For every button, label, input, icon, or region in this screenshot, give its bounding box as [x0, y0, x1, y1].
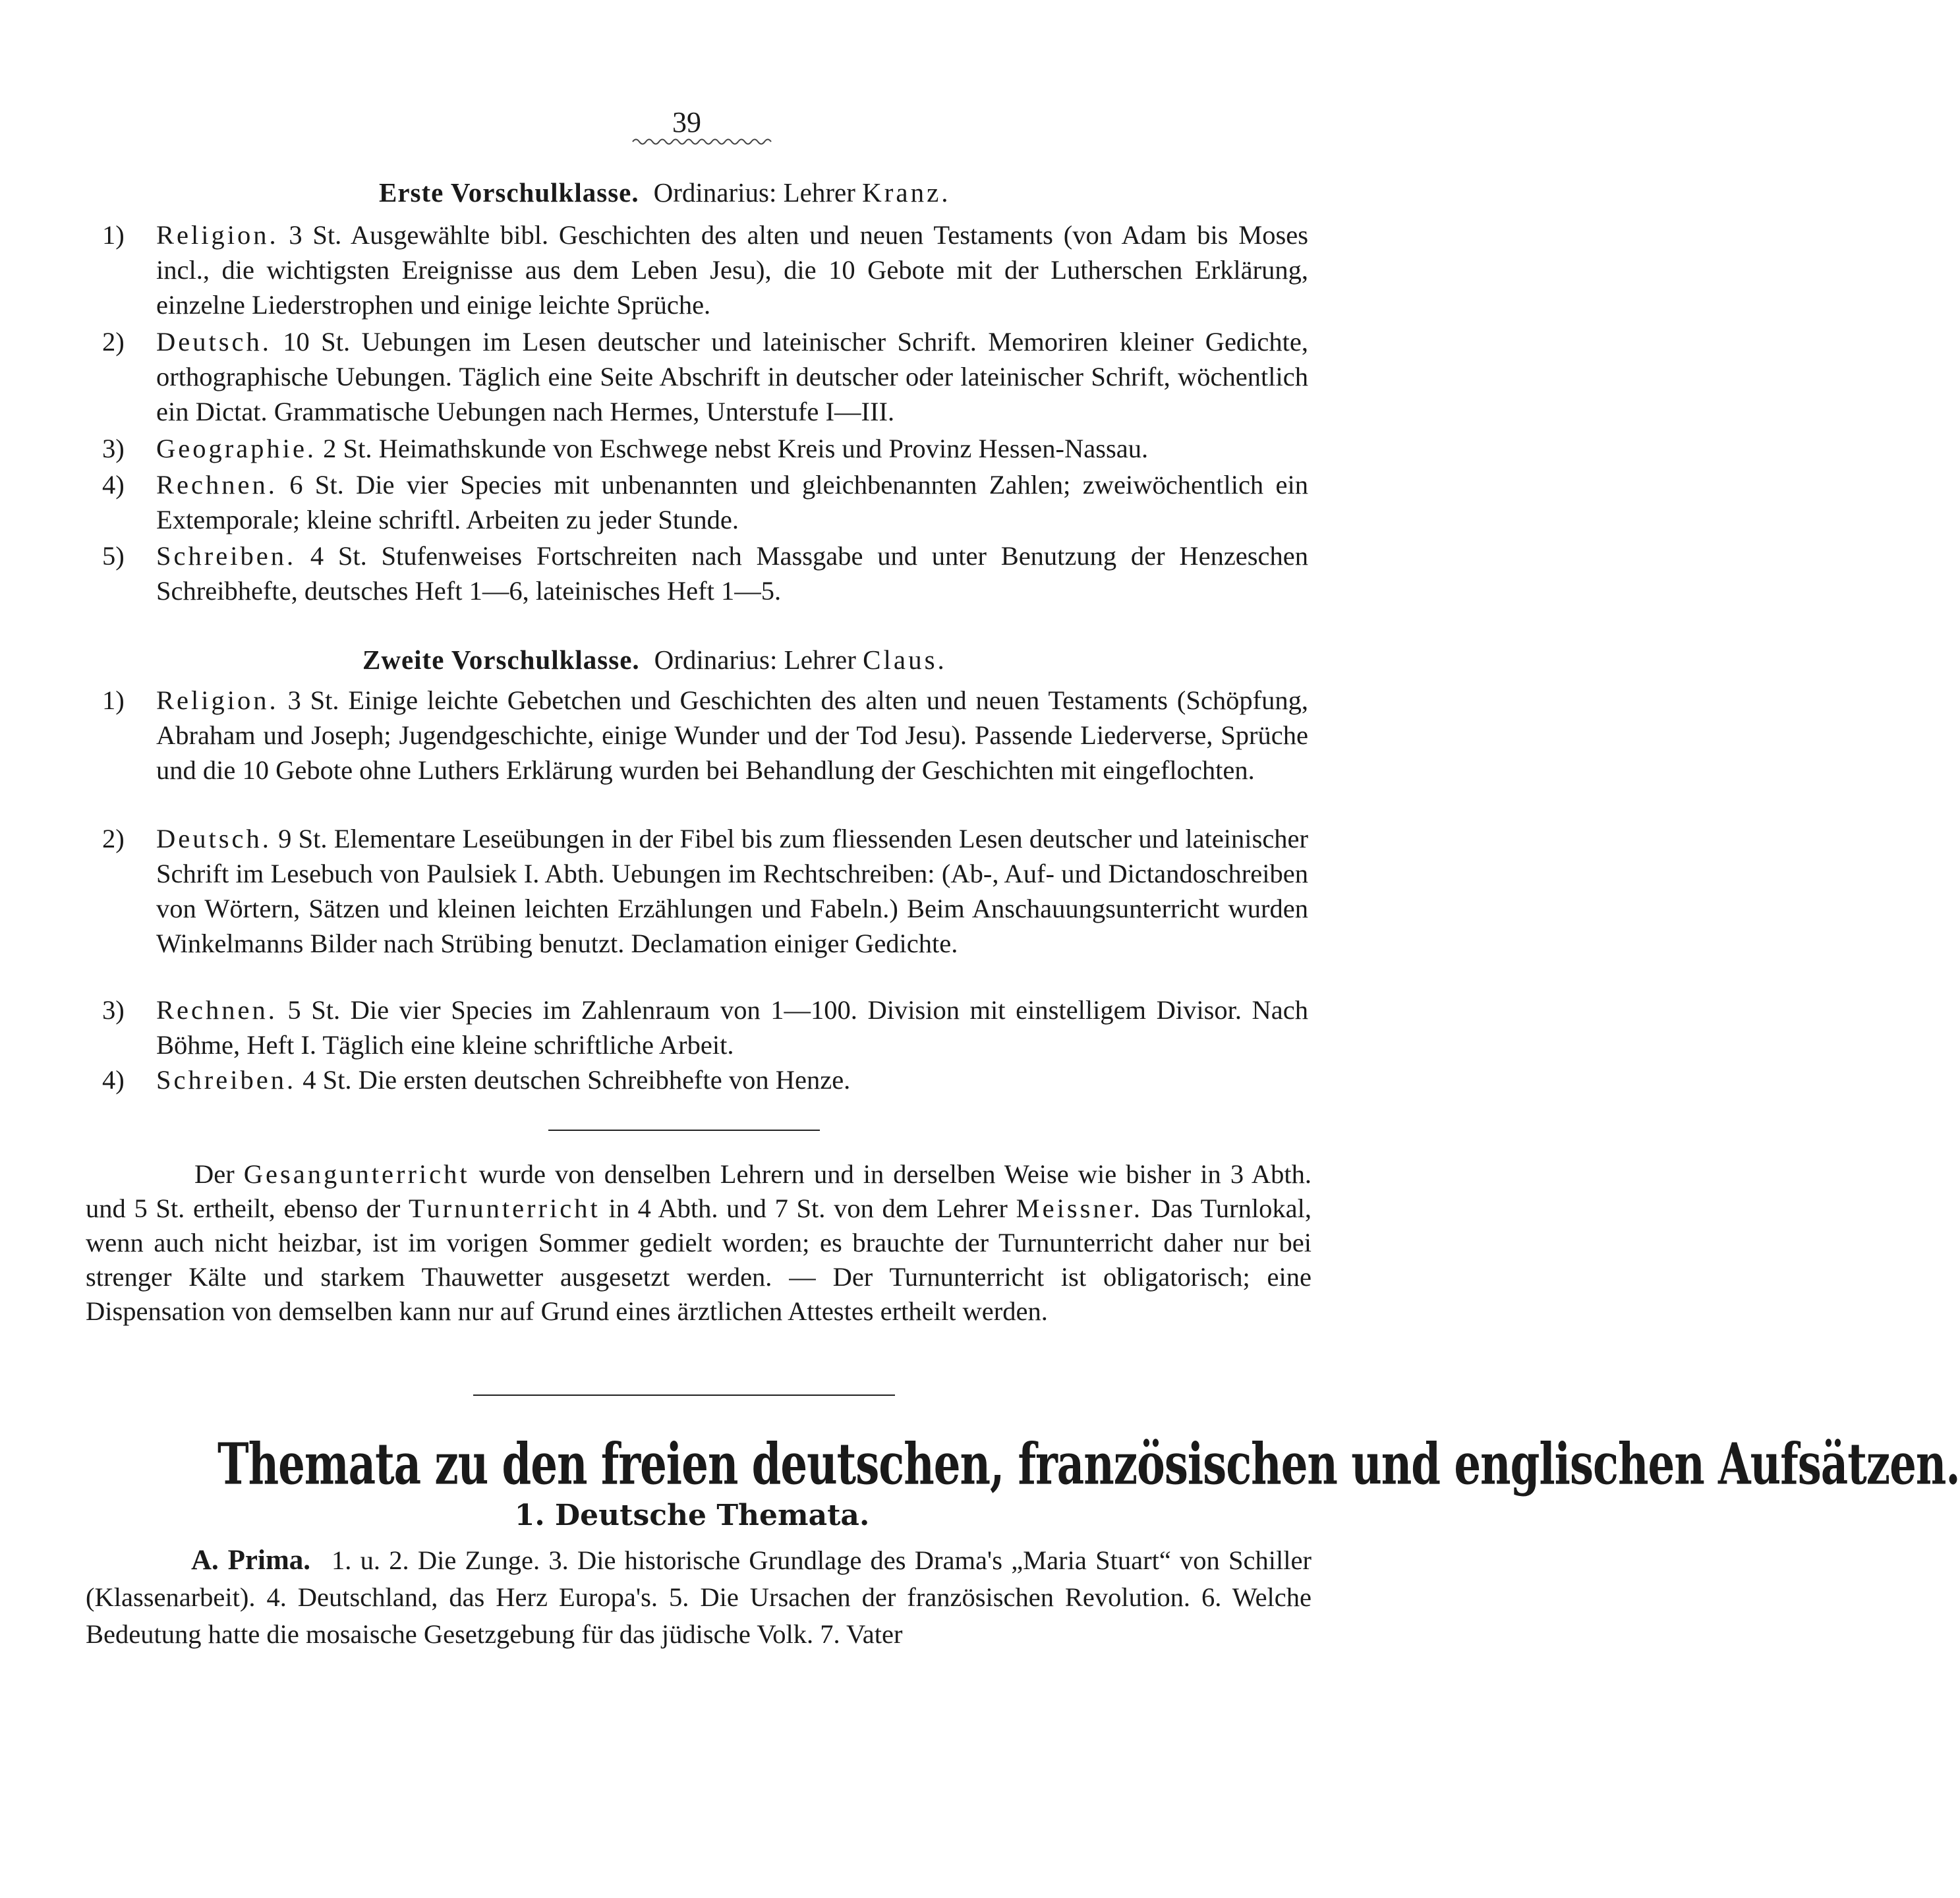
item-subject: Geographie.	[156, 434, 317, 463]
item-number: 4)	[102, 1065, 125, 1095]
lesson-item	[102, 683, 1308, 788]
item-number: 4)	[102, 470, 125, 500]
paragraph-text: in 4 Abth. und 7 St. von dem Lehrer	[608, 1193, 1008, 1223]
item-text: 2 St. Heimathskunde von Eschwege nebst Kreis und Provinz Hessen-Nassau.	[323, 434, 1149, 463]
ordinarius-label: Ordinarius: Lehrer	[654, 645, 856, 675]
page-number-ornament	[633, 137, 771, 146]
item-number: 2)	[102, 327, 125, 357]
section-divider	[473, 1395, 895, 1396]
teacher-meissner: Meissner.	[1016, 1193, 1143, 1223]
lesson-item	[102, 821, 1308, 961]
themata-title: Themata zu den freien deutschen, französischen und englischen Aufsätzen.	[217, 1431, 1960, 1499]
item-text: 10 St. Uebungen im Lesen deutscher und lateinischer Schrift. Memoriren kleiner Gedichte, orthographische Uebungen. Täglich eine Seite Abschrift in deutscher oder lateinischer Schrift, wöchentlich ein Dictat. Grammatische Uebungen nach Hermes, Unterstufe I—III.	[156, 327, 1309, 426]
section-heading-zweite-vorschulklasse	[362, 644, 947, 676]
separator-rule	[548, 1130, 820, 1131]
item-number: 1)	[102, 685, 125, 715]
item-text: 4 St. Stufenweises Fortschreiten nach Massgabe und unter Benutzung der Henzeschen Schreibhefte, deutsches Heft 1—6, lateinisches Heft 1—5.	[156, 541, 1308, 606]
item-subject: Religion.	[156, 220, 279, 250]
paragraph-text: Der	[194, 1159, 235, 1189]
item-number: 2)	[102, 824, 125, 853]
item-subject: Rechnen.	[156, 470, 277, 500]
term-gesangunterricht: Gesangunterricht	[243, 1159, 470, 1189]
teacher-name: Claus.	[863, 645, 947, 675]
item-subject: Rechnen.	[156, 995, 277, 1025]
item-text: 5 St. Die vier Species im Zahlenraum von 1—100. Division mit einstelligem Divisor. Nach Böhme, Heft I. Täglich eine kleine schriftliche Arbeit.	[156, 995, 1308, 1060]
item-number: 5)	[102, 541, 125, 571]
section-heading-erste-vorschulklasse	[379, 177, 951, 208]
section-title: Erste Vorschulklasse.	[379, 177, 639, 208]
item-subject: Schreiben.	[156, 541, 297, 571]
item-text: 4 St. Die ersten deutschen Schreibhefte von Henze.	[303, 1065, 851, 1095]
item-subject: Deutsch.	[156, 327, 272, 357]
prima-label: A. Prima.	[191, 1545, 311, 1576]
item-number: 3)	[102, 995, 125, 1025]
item-number: 1)	[102, 220, 125, 250]
paragraph-text: wurde von denselben Lehrern und in derselben Weise wie bisher in 3 Abth. und 5 St. ertheilt, ebenso der	[86, 1159, 1312, 1223]
item-subject: Schreiben.	[156, 1065, 297, 1095]
page-number: 39	[672, 106, 701, 138]
prima-text: 1. u. 2. Die Zunge. 3. Die historische Grundlage des Drama's „Maria Stuart“ von Schiller (Klassenarbeit). 4. Deutschland, das Herz Europa's. 5. Die Ursachen der französischen Revolution. 6. Welche Bedeutung hatte die mosaische Gesetzgebung für das jüdische Volk. 7. Vater	[86, 1545, 1312, 1649]
themata-subtitle: 1. Deutsche Themata.	[514, 1499, 870, 1532]
music-gymnastics-paragraph	[86, 1157, 1311, 1329]
term-turnunterricht: Turnunterricht	[409, 1193, 600, 1223]
teacher-name: Kranz.	[862, 177, 951, 208]
section-title: Zweite Vorschulklasse.	[362, 645, 640, 675]
lesson-item	[102, 217, 1308, 322]
item-text: 3 St. Einige leichte Gebetchen und Geschichten des alten und neuen Testaments (Schöpfung, Abraham und Joseph; Jugendgeschichte, einige Wunder und der Tod Jesu). Passende Liederverse, Sprüche und die 10 Gebote ohne Luthers Erklärung wurden bei Behandlung der Geschichten mit eingeflochten.	[156, 685, 1308, 785]
item-text: 6 St. Die vier Species mit unbenannten und gleichbenannten Zahlen; zweiwöchentlich ein Extemporale; kleine schriftl. Arbeiten zu jeder Stunde.	[156, 470, 1309, 534]
item-text: 9 St. Elementare Leseübungen in der Fibel bis zum fliessenden Lesen deutscher und lateinischer Schrift im Lesebuch von Paulsiek I. Abth. Uebungen im Rechtschreiben: (Ab-, Auf- und Dictandoschreiben von Wörtern, Sätzen und kleinen leichten Erzählungen und Fabeln.) Beim Anschauungsunterricht wurden Winkelmanns Bilder nach Strübing benutzt. Declamation einiger Gedichte.	[156, 824, 1309, 958]
item-subject: Religion.	[156, 685, 279, 715]
lesson-item	[102, 467, 1308, 537]
lesson-item	[102, 324, 1308, 429]
item-number: 3)	[102, 434, 125, 463]
item-text: 3 St. Ausgewählte bibl. Geschichten des alten und neuen Testaments (von Adam bis Moses incl., die wichtigsten Ereignisse aus dem Leben Jesu), die 10 Gebote mit der Lutherschen Erklärung, einzelne Liederstrophen und einige leichte Sprüche.	[156, 220, 1308, 320]
item-subject: Deutsch.	[156, 824, 272, 853]
ordinarius-label: Ordinarius: Lehrer	[653, 177, 855, 208]
prima-themes	[86, 1542, 1311, 1653]
lesson-item	[102, 538, 1308, 608]
paragraph-text: Das Turnlokal, wenn auch nicht heizbar, ist im vorigen Sommer gedielt worden; es brauchte der Turnunterricht daher nur bei strenger Kälte und starkem Thauwetter ausgesetzt werden. — Der Turnunterricht ist obligatorisch; eine Dispensation von demselben kann nur auf Grund eines ärztlichen Attestes ertheilt werden.	[86, 1193, 1311, 1326]
lesson-item	[102, 431, 1308, 466]
lesson-item	[102, 1062, 1308, 1097]
lesson-item	[102, 992, 1308, 1062]
